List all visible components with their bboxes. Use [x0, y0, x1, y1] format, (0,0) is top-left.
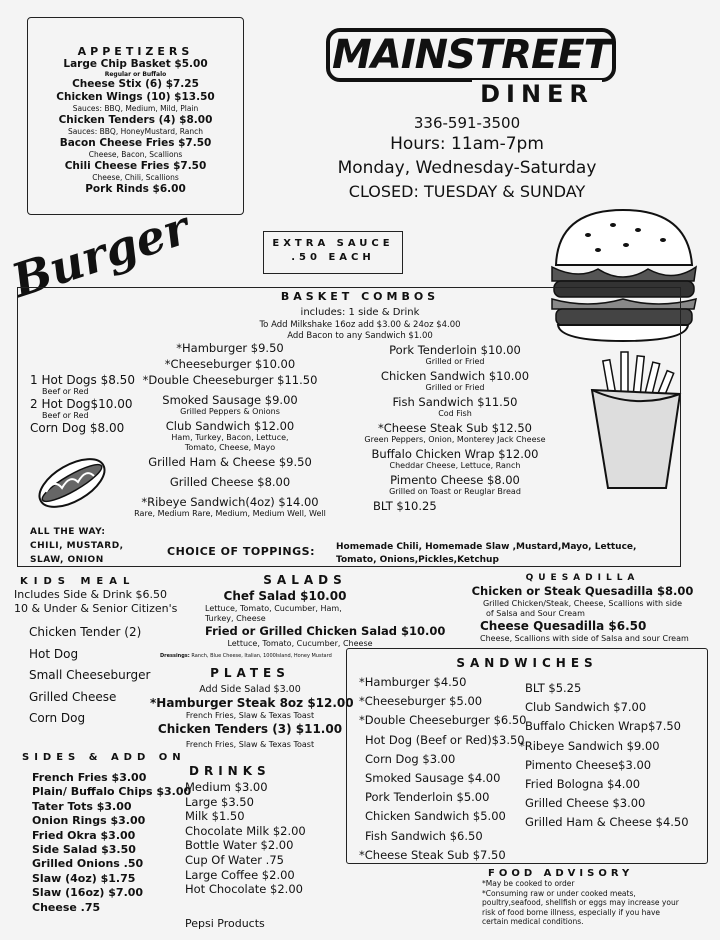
sides-title: SIDES & ADD ON	[22, 752, 186, 763]
extra-sauce-box	[263, 231, 403, 274]
salads-title: SALADS	[263, 573, 347, 587]
salads-section	[175, 573, 446, 649]
toppings-list	[336, 541, 636, 567]
logo-top-text: MAINSTREET	[326, 28, 616, 82]
kids-meal-line-1: Includes Side & Drink $6.50	[14, 588, 168, 601]
sandwich-item: Fried Bologna $4.00	[525, 777, 641, 792]
sandwich-item: BLT $5.25	[525, 681, 582, 695]
all-the-way-title: ALL THE WAY:	[30, 527, 106, 537]
advisory-line-3: poultry,seafood, shellfish or eggs may increase your	[482, 898, 679, 907]
advisory-line-4: risk of food borne illness, especially if you have	[482, 907, 660, 917]
drink-item: Bottle Water $2.00	[185, 838, 294, 853]
sandwiches-box	[346, 648, 708, 864]
sandwich-combo-note: Cheddar Cheese, Lettuce, Ranch	[389, 461, 521, 470]
sandwich-item: Hot Dog (Beef or Red)$3.50	[365, 732, 525, 747]
logo-bottom-text: DINER	[472, 80, 602, 108]
all-the-way-line-2: SLAW, ONION	[30, 555, 104, 565]
kids-meal-line-2: 10 & Under & Senior Citizen's	[14, 602, 178, 615]
sandwich-combo-item: Pork Tenderloin $10.00	[389, 343, 521, 357]
sandwich-item: *Cheeseburger $5.00	[359, 694, 483, 709]
appetizer-note: Sauces: BBQ, Medium, Mild, Plain	[72, 104, 199, 113]
hamburger-steak: *Hamburger Steak 8oz $12.00	[150, 696, 354, 710]
drink-item: Medium $3.00	[185, 780, 268, 794]
sandwich-combo-note: Grilled or Fried	[425, 357, 485, 366]
advisory-title: FOOD ADVISORY	[488, 868, 634, 879]
sandwich-item: *Cheese Steak Sub $7.50	[359, 847, 506, 862]
appetizer-item: Bacon Cheese Fries $7.50	[59, 137, 212, 149]
extra-sauce-label: EXTRA SAUCE	[272, 238, 394, 249]
sandwich-item: Smoked Sausage $4.00	[365, 771, 501, 786]
side-item: French Fries $3.00	[32, 771, 147, 784]
closed-days: CLOSED: TUESDAY & SUNDAY	[348, 182, 586, 201]
kids-meal-item: Chicken Tender (2)	[29, 625, 142, 639]
advisory-line-5: certain medical conditions.	[482, 917, 584, 926]
sandwich-item: Fish Sandwich $6.50	[365, 828, 483, 843]
sandwich-item: Corn Dog $3.00	[365, 751, 456, 766]
appetizer-item: Pork Rinds $6.00	[85, 183, 186, 195]
kids-meal-item: Grilled Cheese	[29, 689, 117, 704]
chicken-quesadilla-note-1: Grilled Chicken/Steak, Cheese, Scallions with side	[482, 599, 683, 608]
side-item: Slaw (4oz) $1.75	[32, 871, 136, 885]
cheese-quesadilla-note: Cheese, Scallions with side of Salsa and sour Cream	[480, 634, 689, 643]
burger-script-title: Burger	[5, 200, 196, 308]
side-item: Plain/ Buffalo Chips $3.00	[32, 785, 192, 799]
appetizers-title: APPETIZERS	[77, 45, 194, 58]
kids-meal-item: Hot Dog	[29, 646, 79, 661]
sandwich-combo-note: Grilled on Toast or Reuglar Bread	[389, 487, 521, 496]
burger-combo-item: Grilled Cheese $8.00	[169, 475, 291, 489]
side-item: Grilled Onions .50	[32, 857, 144, 871]
drink-item: Chocolate Milk $2.00	[185, 823, 306, 838]
basket-sandwiches	[350, 344, 560, 513]
open-days: Monday, Wednesday-Saturday	[337, 158, 597, 178]
sandwich-item: Grilled Cheese $3.00	[525, 796, 646, 811]
appetizer-item: Cheese Stix (6) $7.25	[72, 78, 199, 90]
basket-burgers	[120, 341, 340, 519]
basket-header	[150, 290, 570, 342]
extra-sauce-price: .50 EACH	[291, 252, 375, 263]
chef-salad-note-1: Lettuce, Tomato, Cucumber, Ham,	[205, 604, 342, 613]
drink-item: Cup Of Water .75	[185, 852, 284, 867]
drink-item: Large $3.50	[185, 794, 254, 809]
appetizer-item: Chicken Wings (10) $13.50	[56, 91, 215, 103]
basket-includes: includes: 1 side & Drink	[300, 307, 420, 318]
hotdog-combo-item: 1 Hot Dogs $8.50	[30, 373, 135, 387]
toppings-line-1: Homemade Chili, Homemade Slaw ,Mustard,Mayo, Lettuce,	[336, 542, 637, 552]
burger-combo-item: Club Sandwich $12.00	[165, 419, 295, 433]
chicken-salad: Fried or Grilled Chicken Salad $10.00	[205, 624, 446, 638]
phone: 336-591-3500	[413, 114, 521, 132]
sandwich-combo-note: Green Peppers, Onion, Monterey Jack Cheese	[364, 435, 546, 444]
burger-combo-item: *Cheeseburger $10.00	[164, 357, 296, 371]
kids-meal-item: Corn Dog	[29, 711, 86, 725]
sandwich-combo-item: Chicken Sandwich $10.00	[380, 369, 530, 383]
appetizer-item: Large Chip Basket $5.00	[63, 58, 208, 70]
hamburger-steak-note: French Fries, Slaw & Texas Toast	[185, 711, 315, 720]
sandwich-item: Buffalo Chicken Wrap$7.50	[525, 719, 681, 734]
appetizer-item: Chicken Tenders (4) $8.00	[58, 114, 213, 126]
basket-bacon: Add Bacon to any Sandwich $1.00	[287, 331, 433, 341]
hours: Hours: 11am-7pm	[390, 134, 544, 154]
appetizer-item: Chili Cheese Fries $7.50	[64, 160, 207, 172]
burger-combo-note: Rare, Medium Rare, Medium, Medium Well, Well	[134, 509, 326, 518]
hotdog-combo-item: Corn Dog $8.00	[30, 421, 125, 435]
side-item: Tater Tots $3.00	[32, 799, 132, 813]
sides-list	[32, 771, 192, 915]
side-item: Cheese .75	[32, 900, 101, 914]
hotdog-combo-item: 2 Hot Dog$10.00	[30, 397, 133, 411]
sandwich-item: *Hamburger $4.50	[359, 675, 467, 689]
hotdog-combo-note: Beef or Red	[42, 387, 89, 396]
sandwich-combo-item: *Cheese Steak Sub $12.50	[378, 421, 532, 435]
basket-milkshake: To Add Milkshake 16oz add $3.00 & 24oz $4.00	[259, 320, 461, 330]
sandwich-combo-item: Pimento Cheese $8.00	[390, 473, 520, 487]
food-advisory	[482, 868, 702, 927]
dressings	[160, 653, 332, 660]
side-item: Slaw (16oz) $7.00	[32, 886, 144, 900]
burger-combo-item: *Ribeye Sandwich(4oz) $14.00	[141, 495, 319, 509]
sandwich-item: Grilled Ham & Cheese $4.50	[525, 815, 689, 830]
drinks-list	[185, 780, 345, 897]
advisory-line-1: *May be cooked to order	[482, 879, 575, 888]
burger-combo-item: *Double Cheeseburger $11.50	[142, 373, 318, 387]
side-item: Fried Okra $3.00	[32, 828, 136, 842]
burger-combo-item: *Hamburger $9.50	[176, 341, 284, 355]
drinks-title: DRINKS	[189, 764, 271, 778]
sandwich-item: Pork Tenderloin $5.00	[365, 790, 490, 805]
dressings-label: Dressings:	[160, 653, 190, 659]
burger-combo-note: Ham, Turkey, Bacon, Lettuce,	[171, 433, 289, 442]
chicken-salad-note: Lettuce, Tomato, Cucumber, Cheese	[227, 639, 373, 648]
sandwich-combo-note: Cod Fish	[438, 409, 472, 418]
burger-combo-note: Tomato, Cheese, Mayo	[184, 443, 276, 452]
sandwich-item: Club Sandwich $7.00	[525, 700, 647, 715]
sandwich-item: Chicken Sandwich $5.00	[365, 809, 506, 824]
burger-combo-note: Grilled Peppers & Onions	[180, 407, 280, 416]
plates-title: PLATES	[210, 666, 290, 680]
appetizers-box	[27, 17, 244, 215]
kids-meal-item: Small Cheeseburger	[29, 668, 151, 682]
all-the-way-line-1: CHILI, MUSTARD,	[30, 541, 124, 551]
dressings-list: Ranch, Blue Cheese, Italian, 1000Island, Honey Mustard	[191, 653, 332, 659]
sandwiches-title: SANDWICHES	[456, 656, 598, 670]
kids-meal-title: KIDS MEAL	[20, 576, 136, 587]
appetizers-list	[28, 58, 243, 196]
toppings-label: CHOICE OF TOPPINGS:	[167, 545, 315, 558]
chicken-quesadilla: Chicken or Steak Quesadilla $8.00	[471, 584, 694, 598]
sandwich-item: Pimento Cheese$3.00	[525, 757, 652, 772]
appetizer-note: Cheese, Bacon, Scallions	[88, 150, 183, 159]
quesadilla-title: QUESADILLA	[525, 573, 640, 583]
burger-combo-item: Smoked Sausage $9.00	[162, 393, 298, 407]
sandwich-item: *Double Cheeseburger $6.50	[359, 713, 527, 728]
plates-side: Add Side Salad $3.00	[199, 684, 301, 695]
advisory-line-2: *Consuming raw or under cooked meats,	[482, 888, 636, 898]
basket-title: BASKET COMBOS	[280, 290, 440, 303]
contact-block	[322, 114, 612, 204]
sandwiches-right-list	[519, 679, 689, 833]
side-item: Onion Rings $3.00	[32, 814, 146, 828]
sides-section	[18, 752, 192, 915]
hotdog-combo-note: Beef or Red	[42, 411, 89, 420]
chicken-quesadilla-note-2: of Salsa and Sour Cream	[486, 609, 585, 618]
appetizer-note: Sauces: BBQ, HoneyMustard, Ranch	[67, 127, 204, 136]
chicken-tenders-plate-note: French Fries, Slaw & Texas Toast	[185, 740, 315, 749]
sandwiches-left-list	[359, 673, 527, 865]
burger-combo-item: Grilled Ham & Cheese $9.50	[148, 455, 312, 469]
chef-salad: Chef Salad $10.00	[223, 589, 347, 603]
sandwich-combo-item: BLT $10.25	[373, 499, 437, 513]
sandwich-combo-item: Buffalo Chicken Wrap $12.00	[371, 447, 539, 461]
sandwich-combo-item: Fish Sandwich $11.50	[392, 395, 518, 409]
side-item: Side Salad $3.50	[32, 843, 136, 857]
all-the-way	[30, 525, 124, 567]
drinks-section	[185, 764, 345, 930]
drink-item: Hot Chocolate $2.00	[185, 882, 303, 897]
drink-item: Milk $1.50	[185, 809, 245, 824]
pepsi-products: Pepsi Products	[185, 916, 265, 930]
chef-salad-note-2: Turkey, Cheese	[205, 614, 266, 623]
sandwich-item: *Ribeye Sandwich $9.00	[519, 738, 660, 753]
toppings-line-2: Tomato, Onions,Pickles,Ketchup	[336, 555, 499, 565]
chicken-tenders-plate: Chicken Tenders (3) $11.00	[157, 722, 343, 736]
sandwich-combo-note: Grilled or Fried	[425, 383, 485, 392]
appetizer-note: Regular or Buffalo	[104, 71, 167, 78]
drink-item: Large Coffee $2.00	[185, 867, 295, 882]
appetizer-note: Cheese, Chili, Scallions	[92, 173, 179, 182]
quesadilla-section	[460, 573, 705, 644]
cheese-quesadilla: Cheese Quesadilla $6.50	[480, 619, 647, 633]
logo	[322, 26, 617, 106]
plates-section	[150, 666, 354, 750]
